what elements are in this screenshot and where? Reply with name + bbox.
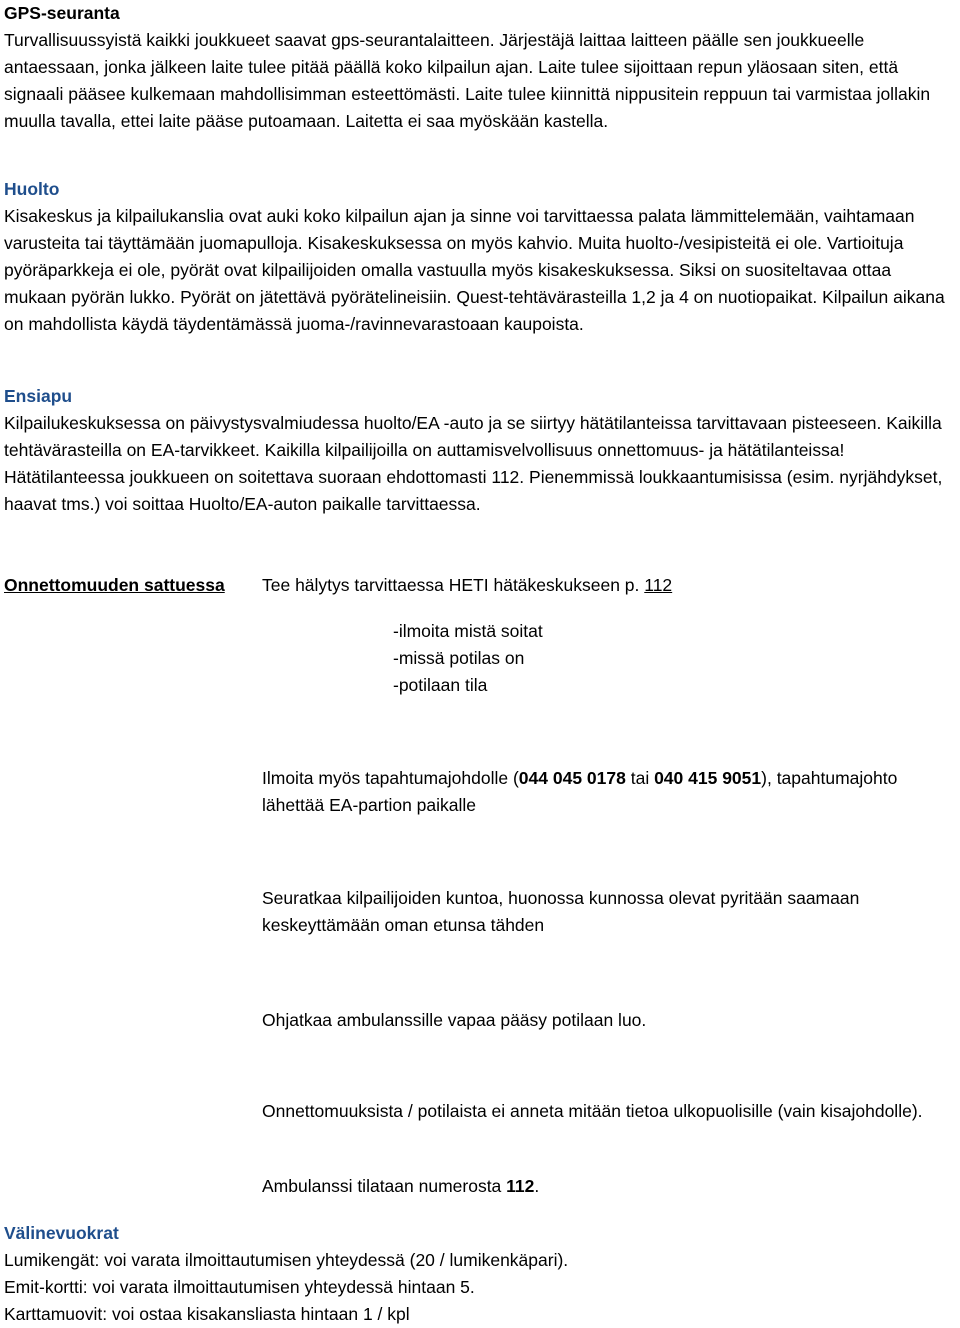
checklist-item: -missä potilas on: [393, 648, 525, 668]
huolto-text: Kisakeskus ja kilpailukanslia ovat auki koko kilpailun ajan ja sinne voi tarvittaessa palata lämmittelemään, vaihtamaan varusteita tai täyttämään juomapulloja. Kisakeskuksessa on myös kahvio. Muita huolto-/vesipisteitä ei ole. Vartioituja pyöräparkkeja ei ole, pyörät ovat kilpailijoiden omalla vastuulla myös kisakeskuksessa. Siksi on suositeltavaa ottaa mukaan pyörän lukko. Pyörät on jätettävä pyörätelineisiin. Quest-tehtävärasteilla 1,2 ja 4 on nuotiopaikat. Kilpailun aikana on mahdollista käydä täydentämässä juoma-/ravinnevarastoaan kaupoista.: [4, 206, 945, 334]
gps-section: [4, 0, 956, 135]
checklist-item: -potilaan tila: [393, 675, 488, 695]
no-information-note: Onnettomuuksista / potilaista ei anneta mitään tietoa ulkopuolisille (vain kisajohdolle).: [262, 1101, 923, 1121]
accident-row: [4, 572, 956, 602]
accident-label: Onnettomuuden sattuessa: [4, 575, 225, 595]
notify-pre: Ilmoita myös tapahtumajohdolle (: [262, 768, 519, 788]
phone-number-1: 044 045 0178: [518, 768, 626, 788]
notify-mid: tai: [625, 768, 655, 788]
phone-number-2: 040 415 9051: [654, 768, 762, 788]
monitor-competitors: Seuratkaa kilpailijoiden kuntoa, huonossa kunnossa olevat pyritään saamaan keskeyttämään oman etunsa tähden: [262, 888, 860, 935]
ensiapu-section: [4, 383, 956, 518]
huolto-heading: Huolto: [4, 179, 60, 199]
gps-text: Turvallisuussyistä kaikki joukkueet saavat gps-seurantalaitteen. Järjestäjä laittaa laitteen päälle sen joukkueelle antaessaan, jonka jälkeen laite tulee pitää päällä koko kilpailun ajan. Laite tulee sijoittaan repun yläosaan siten, että signaali pääsee kulkemaan mahdollisimman esteettömästi. Laite tulee kiinnittä nippusitein reppuun tai varmistaa jollakin muulla tavalla, ettei laite pääse putoamaan. Laitetta ei saa myöskään kastella.: [4, 30, 931, 131]
notify-post: ), tapahtumajohto lähettää EA-partion paikalle: [262, 768, 898, 815]
rental-line: Lumikengät: voi varata ilmoittautumisen yhteydessä (20 / lumikenkäpari).: [4, 1250, 569, 1270]
rental-line: Emit-kortti: voi varata ilmoittautumisen yhteydessä hintaan 5.: [4, 1277, 475, 1297]
ambulance-access: Ohjatkaa ambulanssille vapaa pääsy potilaan luo.: [262, 1010, 647, 1030]
gps-heading: GPS-seuranta: [4, 3, 120, 23]
ambulance-order: [262, 1173, 942, 1200]
ambulance-text: Ambulanssi tilataan numerosta: [262, 1176, 507, 1196]
ambulance-number: 112: [506, 1176, 535, 1196]
rental-line: Karttamuovit: voi ostaa kisakansliasta hintaan 1 / kpl: [4, 1304, 410, 1324]
notify-management: [262, 765, 942, 819]
alarm-instruction: [262, 572, 942, 599]
rental-heading: Välinevuokrat: [4, 1223, 119, 1243]
ambulance-end: .: [534, 1176, 540, 1196]
huolto-section: [4, 176, 956, 338]
checklist-item: -ilmoita mistä soitat: [393, 621, 543, 641]
alarm-number: 112: [644, 575, 673, 595]
ensiapu-text: Kilpailukeskuksessa on päivystysvalmiudessa huolto/EA -auto ja se siirtyy hätätilanteissa tarvittavaan pisteeseen. Kaikilla tehtävärasteilla on EA-tarvikkeet. Kaikilla kilpailijoilla on auttamisvelvollisuus onnettomuus- ja hätätilanteissa! Hätätilanteessa joukkueen on soitettava suoraan ehdottomasti 112. Pienemmissä loukkaantumisissa (esim. nyrjähdykset, haavat tms.) voi soittaa Huolto/EA-auton paikalle tarvittaessa.: [4, 413, 943, 514]
call-checklist: [393, 618, 793, 699]
rental-section: [4, 1220, 956, 1328]
ensiapu-heading: Ensiapu: [4, 386, 73, 406]
alarm-text: Tee hälytys tarvittaessa HETI hätäkeskukseen p.: [262, 575, 645, 595]
